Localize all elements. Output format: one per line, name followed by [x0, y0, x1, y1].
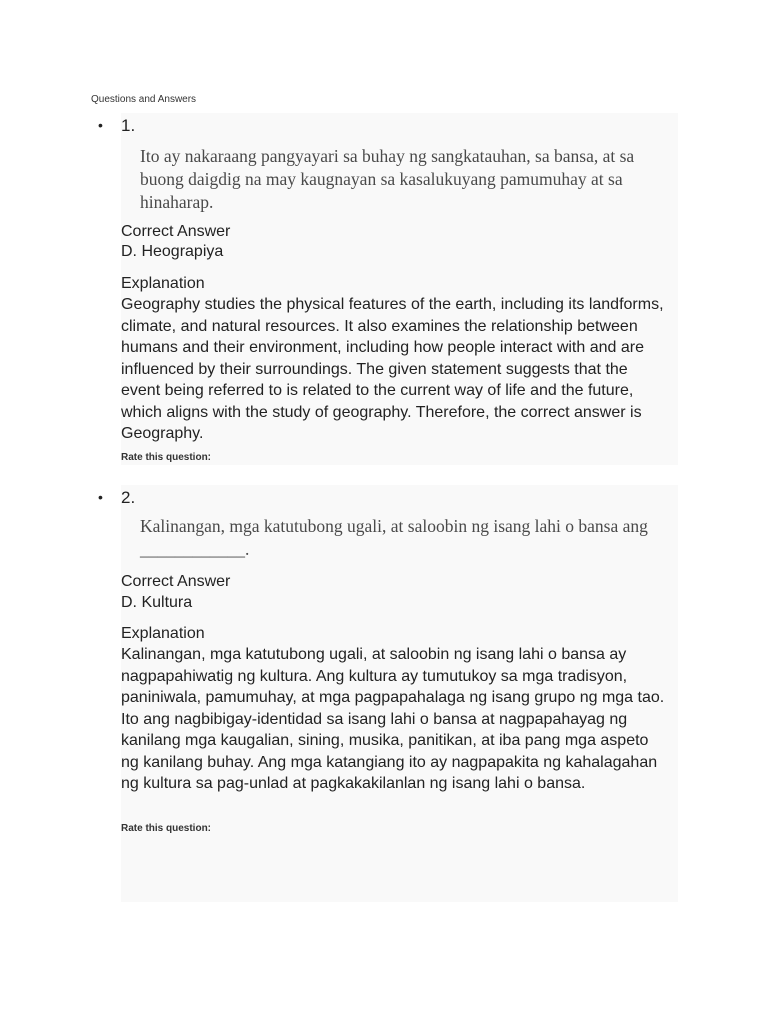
correct-answer-value: D. Kultura	[121, 594, 193, 611]
explanation-label: Explanation	[121, 625, 205, 642]
explanation-text: Geography studies the physical features of the earth, including its landforms, climate, and natural resources. It also examines the relationship between humans and their environment, including how people interact with and are influenced by their surroundings. The given statement suggests that the event being referred to is related to the current way of life and the future, which aligns with the study of geography. Therefore, the correct answer is Geography.	[121, 296, 664, 442]
bullet-icon: •	[98, 489, 103, 505]
correct-answer-label: Correct Answer	[121, 223, 231, 240]
question-card	[98, 485, 678, 902]
correct-answer-value: D. Heograpiya	[121, 243, 224, 260]
bullet-icon: •	[98, 117, 103, 133]
rate-question-label: Rate this question:	[121, 823, 212, 834]
question-number: 1.	[121, 116, 136, 135]
page-title: Questions and Answers	[91, 94, 197, 105]
correct-answer-label: Correct Answer	[121, 573, 231, 590]
question-number: 2.	[121, 488, 136, 507]
explanation-text: Kalinangan, mga katutubong ugali, at saloobin ng isang lahi o bansa ay nagpapahiwatig ng kultura. Ang kultura ay tumutukoy sa mga tradisyon, paniniwala, pamumuhay, at mga pagpapahalaga ng isang grupo ng mga tao. Ito ang nagbibigay-identidad sa isang lahi o bansa at nagpapahayag ng kanilang mga kaugalian, sining, musika, panitikan, at iba pang mga aspeto ng kanilang buhay. Ang mga katangiang ito ay nagpapakita ng kahalagahan ng kultura sa pag-unlad at pagkakakilanlan ng isang lahi o bansa.	[121, 646, 665, 792]
explanation-label: Explanation	[121, 275, 205, 292]
rate-question-label: Rate this question:	[121, 452, 212, 463]
question-card	[98, 113, 678, 465]
question-text: Kalinangan, mga katutubong ugali, at saloobin ng isang lahi o bansa ang ____________.	[140, 516, 648, 559]
question-text: Ito ay nakaraang pangyayari sa buhay ng sangkatauhan, sa bansa, at sa buong daigdig na may kaugnayan sa kasalukuyang pamumuhay at sa hinaharap.	[140, 146, 635, 212]
